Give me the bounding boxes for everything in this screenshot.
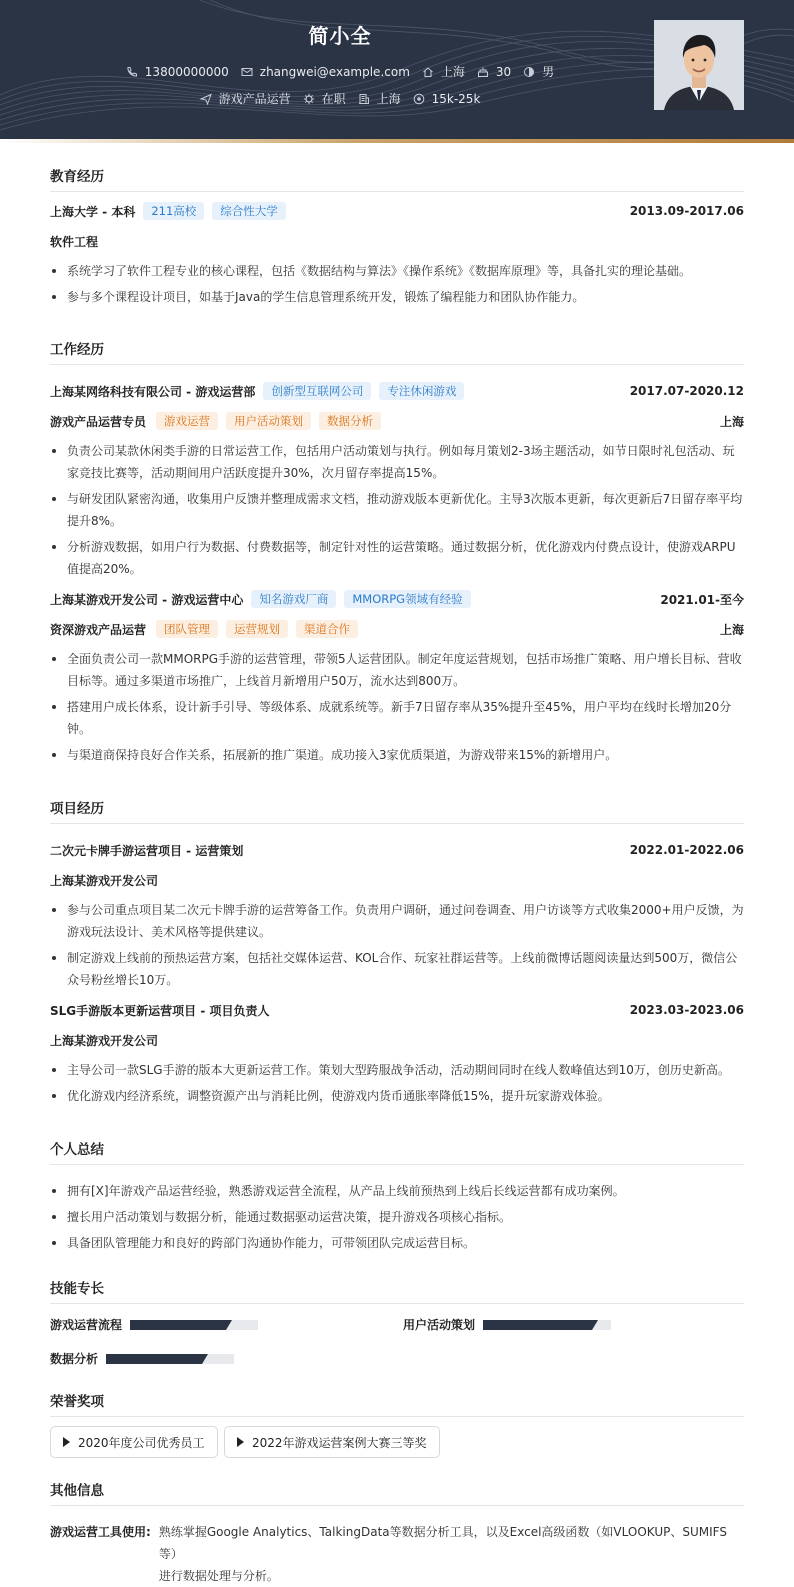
job-location: 上海 [719,622,744,637]
job-company-row [50,380,744,402]
role-tag: 运营规划 [226,620,288,638]
education-section [50,165,744,308]
hometown-text: 上海 [440,65,465,79]
project-date: 2023.03-2023.06 [629,1003,744,1017]
home-icon [422,66,434,78]
summary-bullets [50,1180,744,1254]
role-tag: 用户活动策划 [226,412,311,430]
award-item [50,1426,218,1458]
school-tag: 211高校 [143,202,204,220]
section-title: 其他信息 [50,1479,744,1506]
skills-section [50,1277,744,1304]
contact-row [0,63,680,80]
other-text: 熟练掌握Google Analytics、TalkingData等数据分析工具，以及Excel高级函数（如VLOOKUP、SUMIFS等） [158,1525,727,1561]
hometown-info [422,63,465,80]
job-company-row [50,588,744,610]
email-info [241,65,410,79]
phone-info [126,65,229,79]
major-row [50,230,744,252]
list-item: 与研发团队紧密沟通，收集用户反馈并整理成需求文档，推动游戏版本更新优化。主导3次版本更新，每次更新后7日留存率平均提升8%。 [50,488,744,532]
job-role-row [50,410,744,432]
skill-bar [130,1320,258,1330]
project-header-row [50,999,744,1021]
skill-item [50,1316,258,1333]
section-title: 教育经历 [50,165,744,192]
skill-label: 数据分析 [50,1352,99,1366]
list-item: 优化游戏内经济系统，调整资源产出与消耗比例，使游戏内货币通胀率降低15%，提升玩家游戏体验。 [50,1085,744,1107]
job-date: 2017.07-2020.12 [629,384,744,398]
list-item: 擅长用户活动策划与数据分析，能通过数据驱动运营决策，提升游戏各项核心指标。 [50,1206,744,1228]
education-date: 2013.09-2017.06 [629,204,744,218]
role-tag: 团队管理 [156,620,218,638]
gender-icon [523,66,535,78]
city-text: 上海 [376,92,401,106]
education-bullets [50,260,744,308]
role-name: 游戏产品运营专员 [50,414,147,429]
section-title: 项目经历 [50,797,744,824]
list-item: 参与公司重点项目某二次元卡牌手游的运营筹备工作。负责用户调研，通过问卷调查、用户访谈等方式收集2000+用户反馈，为游戏玩法设计、美术风格等提供建议。 [50,899,744,943]
list-item: 拥有[X]年游戏产品运营经验，熟悉游戏运营全流程，从产品上线前预热到上线后长线运营都有成功案例。 [50,1180,744,1202]
triangle-icon [237,1437,244,1447]
age-text: 30 [495,64,512,79]
list-item: 全面负责公司一款MMORPG手游的运营管理，带领5人运营团队。制定年度运营规划，包括市场推广策略、用户增长目标、营收目标等。通过多渠道市场推广，上线首月新增用户50万，流水达到800万。 [50,648,744,692]
gender-info [523,63,554,80]
list-item: 负责公司某款休闲类手游的日常运营工作，包括用户活动策划与执行。例如每月策划2-3场主题活动，如节日限时礼包活动、玩家竞技比赛等，活动期间用户活跃度提升30%，次月留存率提高15%。 [50,440,744,484]
company-tag: 创新型互联网公司 [263,382,371,400]
award-label: 2022年游戏运营案例大赛三等奖 [252,1435,427,1450]
project-company-row [50,1029,744,1051]
section-title: 荣誉奖项 [50,1390,744,1417]
project-name: SLG手游版本更新运营项目 - 项目负责人 [50,1003,270,1018]
job-location: 上海 [719,414,744,429]
header-accent-bar [0,139,794,143]
list-item: 系统学习了软件工程专业的核心课程，包括《数据结构与算法》《操作系统》《数据库原理》等，具备扎实的理论基础。 [50,260,744,282]
salary-info [413,92,481,106]
skill-bar-notch [592,1320,598,1330]
project-company: 上海某游戏开发公司 [50,873,159,888]
job-bullets [50,440,744,580]
salary-text: 15k-25k [431,91,481,106]
send-icon [200,93,212,105]
list-item: 搭建用户成长体系，设计新手引导、等级体系、成就系统等。新手7日留存率从35%提升至45%，用户平均在线时长增加20分钟。 [50,696,744,740]
job-role-row [50,618,744,640]
email-text: zhangwei@example.com [259,64,410,79]
status-icon [303,93,315,105]
status-text: 在职 [321,92,346,106]
list-item: 与渠道商保持良好合作关系，拓展新的推广渠道。成功接入3家优质渠道，为游戏带来15%的新增用户。 [50,744,744,766]
skill-bar-fill [483,1320,598,1330]
avatar [654,20,744,110]
work-section [50,338,744,766]
company-tag: MMORPG领域有经验 [344,590,470,608]
role-name: 资深游戏产品运营 [50,622,147,637]
salary-icon [413,93,425,105]
city-info [358,90,401,107]
section-title: 个人总结 [50,1138,744,1165]
role-tag: 渠道合作 [296,620,358,638]
status-info [303,90,346,107]
school-tag: 综合性大学 [212,202,286,220]
phone-icon [126,66,138,78]
list-item: 主导公司一款SLG手游的版本大更新运营工作。策划大型跨服战争活动，活动期间同时在线人数峰值达到10万，创历史新高。 [50,1059,744,1081]
projects-section [50,797,744,1107]
candidate-name: 简小全 [308,24,372,48]
awards-section [50,1390,744,1417]
other-text: 进行数据处理与分析。 [158,1569,279,1583]
role-tag: 数据分析 [319,412,381,430]
award-label: 2020年度公司优秀员工 [78,1435,205,1450]
skill-bar [483,1320,611,1330]
section-title: 技能专长 [50,1277,744,1304]
position-info [200,90,291,107]
position-text: 游戏产品运营 [218,92,291,106]
list-item: 具备团队管理能力和良好的跨部门沟通协作能力，可带领团队完成运营目标。 [50,1232,744,1254]
skill-label: 用户活动策划 [403,1318,476,1332]
gender-text: 男 [542,65,555,79]
other-label: 游戏运营工具使用: [50,1525,151,1539]
project-company: 上海某游戏开发公司 [50,1033,159,1048]
skill-label: 游戏运营流程 [50,1318,123,1332]
skill-bar-notch [226,1320,232,1330]
project-company-row [50,869,744,891]
other-item [50,1521,744,1587]
list-item: 分析游戏数据，如用户行为数据、付费数据等，制定针对性的运营策略。通过数据分析，优化游戏内付费点设计，使游戏ARPU值提高20%。 [50,536,744,580]
skill-bar-fill [130,1320,232,1330]
company-name: 上海某游戏开发公司 - 游戏运营中心 [50,592,244,607]
age-icon [477,66,489,78]
job-intent-row [0,90,680,107]
job-date: 2021.01-至今 [660,592,744,607]
section-title: 工作经历 [50,338,744,365]
list-item: 参与多个课程设计项目，如基于Java的学生信息管理系统开发，锻炼了编程能力和团队协作能力。 [50,286,744,308]
list-item: 制定游戏上线前的预热运营方案，包括社交媒体运营、KOL合作、玩家社群运营等。上线前微博话题阅读量达到500万，微信公众号粉丝增长10万。 [50,947,744,991]
company-tag: 知名游戏厂商 [251,590,336,608]
project-bullets [50,1059,744,1107]
phone-text: 13800000000 [144,64,229,79]
project-name: 二次元卡牌手游运营项目 - 运营策划 [50,843,244,858]
education-header-row [50,200,744,222]
project-header-row [50,839,744,861]
job-bullets [50,648,744,766]
skill-item [50,1350,234,1367]
triangle-icon [63,1437,70,1447]
role-tag: 游戏运营 [156,412,218,430]
company-name: 上海某网络科技有限公司 - 游戏运营部 [50,384,256,399]
project-bullets [50,899,744,991]
building-icon [358,93,370,105]
skill-bar-notch [202,1354,208,1364]
age-info [477,65,511,79]
project-date: 2022.01-2022.06 [629,843,744,857]
skill-item [403,1316,611,1333]
mail-icon [241,66,253,78]
skill-bar-fill [106,1354,208,1364]
major-name: 软件工程 [50,234,99,249]
other-section [50,1479,744,1587]
skill-bar [106,1354,234,1364]
summary-section [50,1138,744,1254]
award-item [224,1426,440,1458]
school-name: 上海大学 - 本科 [50,204,136,219]
company-tag: 专注休闲游戏 [379,382,464,400]
resume-header [0,0,794,140]
